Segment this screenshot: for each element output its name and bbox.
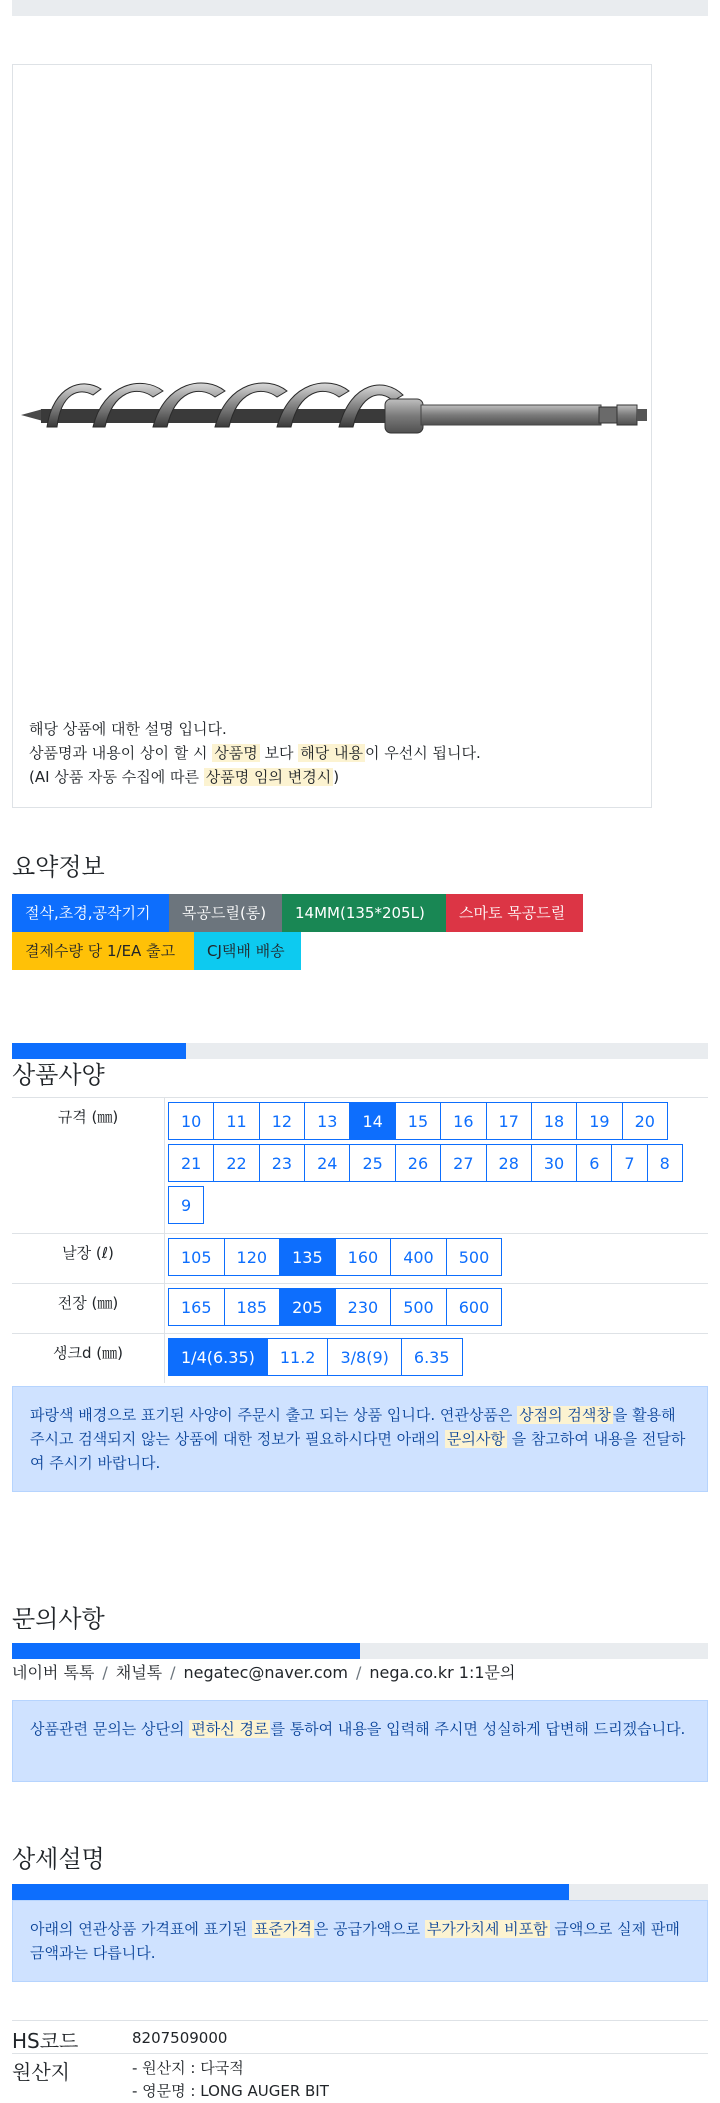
notice-text: 파랑색 배경으로 표기된 사양이 주문시 출고 되는 상품 입니다. 연관상품은	[30, 1406, 518, 1424]
top-progress-bar	[12, 0, 708, 16]
spec-option-button[interactable]: 500	[390, 1288, 447, 1326]
summary-title: 요약정보	[12, 853, 105, 881]
description-text: 이 우선시 됩니다.	[364, 744, 481, 762]
inquiry-links	[12, 1660, 515, 1683]
hs-code-label: HS코드	[12, 2029, 79, 2053]
badge-shipping-qty: 결제수량 당 1/EA 출고	[12, 932, 194, 970]
spec-option-button[interactable]: 6.35	[401, 1338, 463, 1376]
spec-option-button[interactable]: 14	[349, 1102, 395, 1140]
email-link[interactable]: negatec@naver.com	[183, 1663, 349, 1682]
origin-row	[12, 2053, 708, 2103]
highlight-text: 편하신 경로	[191, 1720, 269, 1738]
highlight-text: 부가가치세 비포함	[426, 1920, 548, 1938]
spec-label: 날장 (ℓ)	[62, 1244, 114, 1262]
origin-country: - 원산지 : 다국적	[132, 2059, 244, 2077]
spec-option-button[interactable]: 600	[446, 1288, 503, 1326]
spec-option-button[interactable]: 24	[304, 1144, 350, 1182]
spec-option-button[interactable]: 25	[349, 1144, 395, 1182]
spec-option-button[interactable]: 230	[335, 1288, 392, 1326]
hs-code-row	[12, 2020, 708, 2053]
spec-option-button[interactable]: 7	[611, 1144, 647, 1182]
spec-option-button[interactable]: 21	[168, 1144, 214, 1182]
spec-option-button[interactable]: 30	[531, 1144, 577, 1182]
highlight-text: 표준가격	[253, 1920, 312, 1938]
description-text: (AI 상품 자동 수집에 따른	[29, 768, 204, 786]
notice-text: 금액으로 실제 판매금액과는 다릅니다.	[30, 1920, 680, 1962]
separator: /	[170, 1663, 176, 1682]
spec-option-button[interactable]: 165	[168, 1288, 225, 1326]
inquiry-progress-fill	[12, 1643, 360, 1659]
spec-option-button[interactable]: 1/4(6.35)	[168, 1338, 268, 1376]
spec-label: 생크d (㎜)	[53, 1344, 123, 1362]
inquiry-notice	[12, 1700, 708, 1782]
notice-text: 을 참고하여 내용을 전달하여 주시기 바랍니다.	[30, 1430, 686, 1472]
badge-delivery: CJ택배 배송	[194, 932, 301, 970]
highlight-text: 상점의 검색창	[519, 1406, 611, 1424]
spec-option-button[interactable]: 28	[486, 1144, 532, 1182]
spec-option-button[interactable]: 11.2	[267, 1338, 329, 1376]
product-image-card	[12, 64, 652, 808]
spec-option-button[interactable]: 120	[224, 1238, 281, 1276]
inquiry-progress	[12, 1643, 708, 1659]
highlight-text: 문의사항	[446, 1430, 505, 1448]
separator: /	[102, 1663, 108, 1682]
hs-code-value: 8207509000	[132, 2029, 228, 2047]
origin-values	[132, 2057, 329, 2103]
spec-row-size	[12, 1097, 708, 1233]
spec-progress-fill	[12, 1043, 186, 1059]
spec-option-button[interactable]: 11	[213, 1102, 259, 1140]
spec-option-button[interactable]: 400	[390, 1238, 447, 1276]
spec-option-button[interactable]: 500	[446, 1238, 503, 1276]
spec-options	[168, 1238, 708, 1280]
spec-option-button[interactable]: 3/8(9)	[327, 1338, 401, 1376]
spec-option-button[interactable]: 9	[168, 1186, 204, 1224]
description-text: )	[333, 768, 340, 786]
spec-option-button[interactable]: 105	[168, 1238, 225, 1276]
highlight-text: 해당 내용	[300, 744, 363, 762]
separator: /	[356, 1663, 362, 1682]
detail-progress	[12, 1884, 708, 1900]
spec-option-button[interactable]: 8	[647, 1144, 683, 1182]
spec-option-button[interactable]: 205	[279, 1288, 336, 1326]
notice-text: 를 통하여 내용을 입력해 주시면 성실하게 답변해 드리겠습니다.	[270, 1720, 686, 1738]
spec-option-button[interactable]: 26	[395, 1144, 441, 1182]
spec-label: 규격 (㎜)	[57, 1108, 119, 1126]
origin-label: 원산지	[12, 2060, 70, 2084]
spec-option-button[interactable]: 15	[395, 1102, 441, 1140]
description-text: 해당 상품에 대한 설명 입니다.	[29, 720, 227, 738]
badge-brand: 스마토 목공드릴	[446, 894, 583, 932]
spec-row-total-length	[12, 1283, 708, 1333]
spec-option-button[interactable]: 160	[335, 1238, 392, 1276]
description-line-3	[29, 765, 481, 789]
spec-option-button[interactable]: 12	[259, 1102, 305, 1140]
highlight-text: 상품명	[214, 744, 258, 762]
detail-notice	[12, 1900, 708, 1982]
auger-bit-image	[13, 365, 653, 475]
highlight-text: 상품명 임의 변경시	[205, 768, 332, 786]
site-inquiry-link[interactable]: nega.co.kr 1:1문의	[369, 1663, 516, 1682]
spec-option-button[interactable]: 19	[576, 1102, 622, 1140]
spec-options	[168, 1338, 708, 1380]
badge-type: 목공드릴(롱)	[169, 894, 282, 932]
spec-option-button[interactable]: 16	[440, 1102, 486, 1140]
spec-option-button[interactable]: 27	[440, 1144, 486, 1182]
spec-option-button[interactable]: 135	[279, 1238, 336, 1276]
spec-row-shank	[12, 1333, 708, 1383]
description-line-2	[29, 741, 481, 765]
notice-text: 아래의 연관상품 가격표에 표기된	[30, 1920, 252, 1938]
notice-text: 상품관련 문의는 상단의	[30, 1720, 190, 1738]
inquiry-title: 문의사항	[12, 1605, 105, 1633]
spec-title: 상품사양	[12, 1061, 105, 1089]
spec-progress	[12, 1043, 708, 1059]
spec-option-button[interactable]: 6	[576, 1144, 612, 1182]
spec-option-button[interactable]: 20	[622, 1102, 668, 1140]
spec-options	[168, 1288, 708, 1330]
spec-option-button[interactable]: 23	[259, 1144, 305, 1182]
notice-text: 을 활용해 주시고 검색되지 않는 상품에 대한 정보가 필요하시다면 아래의	[30, 1406, 676, 1448]
notice-text: 은 공급가액으로	[313, 1920, 425, 1938]
spec-notice	[12, 1386, 708, 1492]
channel-talk-link[interactable]: 채널톡	[115, 1663, 163, 1682]
detail-progress-fill	[12, 1884, 569, 1900]
naver-talk-link[interactable]: 네이버 톡톡	[12, 1663, 95, 1682]
spec-option-button[interactable]: 10	[168, 1102, 214, 1140]
spec-label: 전장 (㎜)	[57, 1294, 119, 1312]
spec-options	[168, 1102, 708, 1228]
origin-english-name: - 영문명 : LONG AUGER BIT	[132, 2082, 329, 2100]
badge-category: 절삭,초경,공작기기	[12, 894, 169, 932]
spec-option-button[interactable]: 18	[531, 1102, 577, 1140]
spec-option-button[interactable]: 22	[213, 1144, 259, 1182]
product-description	[29, 717, 481, 789]
detail-title: 상세설명	[12, 1845, 105, 1873]
spec-option-button[interactable]: 17	[486, 1102, 532, 1140]
description-text: 보다	[259, 744, 299, 762]
spec-option-button[interactable]: 13	[304, 1102, 350, 1140]
badge-size: 14MM(135*205L)	[282, 894, 446, 932]
spec-option-button[interactable]: 185	[224, 1288, 281, 1326]
spec-row-flute-length	[12, 1233, 708, 1283]
description-text: 상품명과 내용이 상이 할 시	[29, 744, 213, 762]
description-line-1	[29, 717, 481, 741]
